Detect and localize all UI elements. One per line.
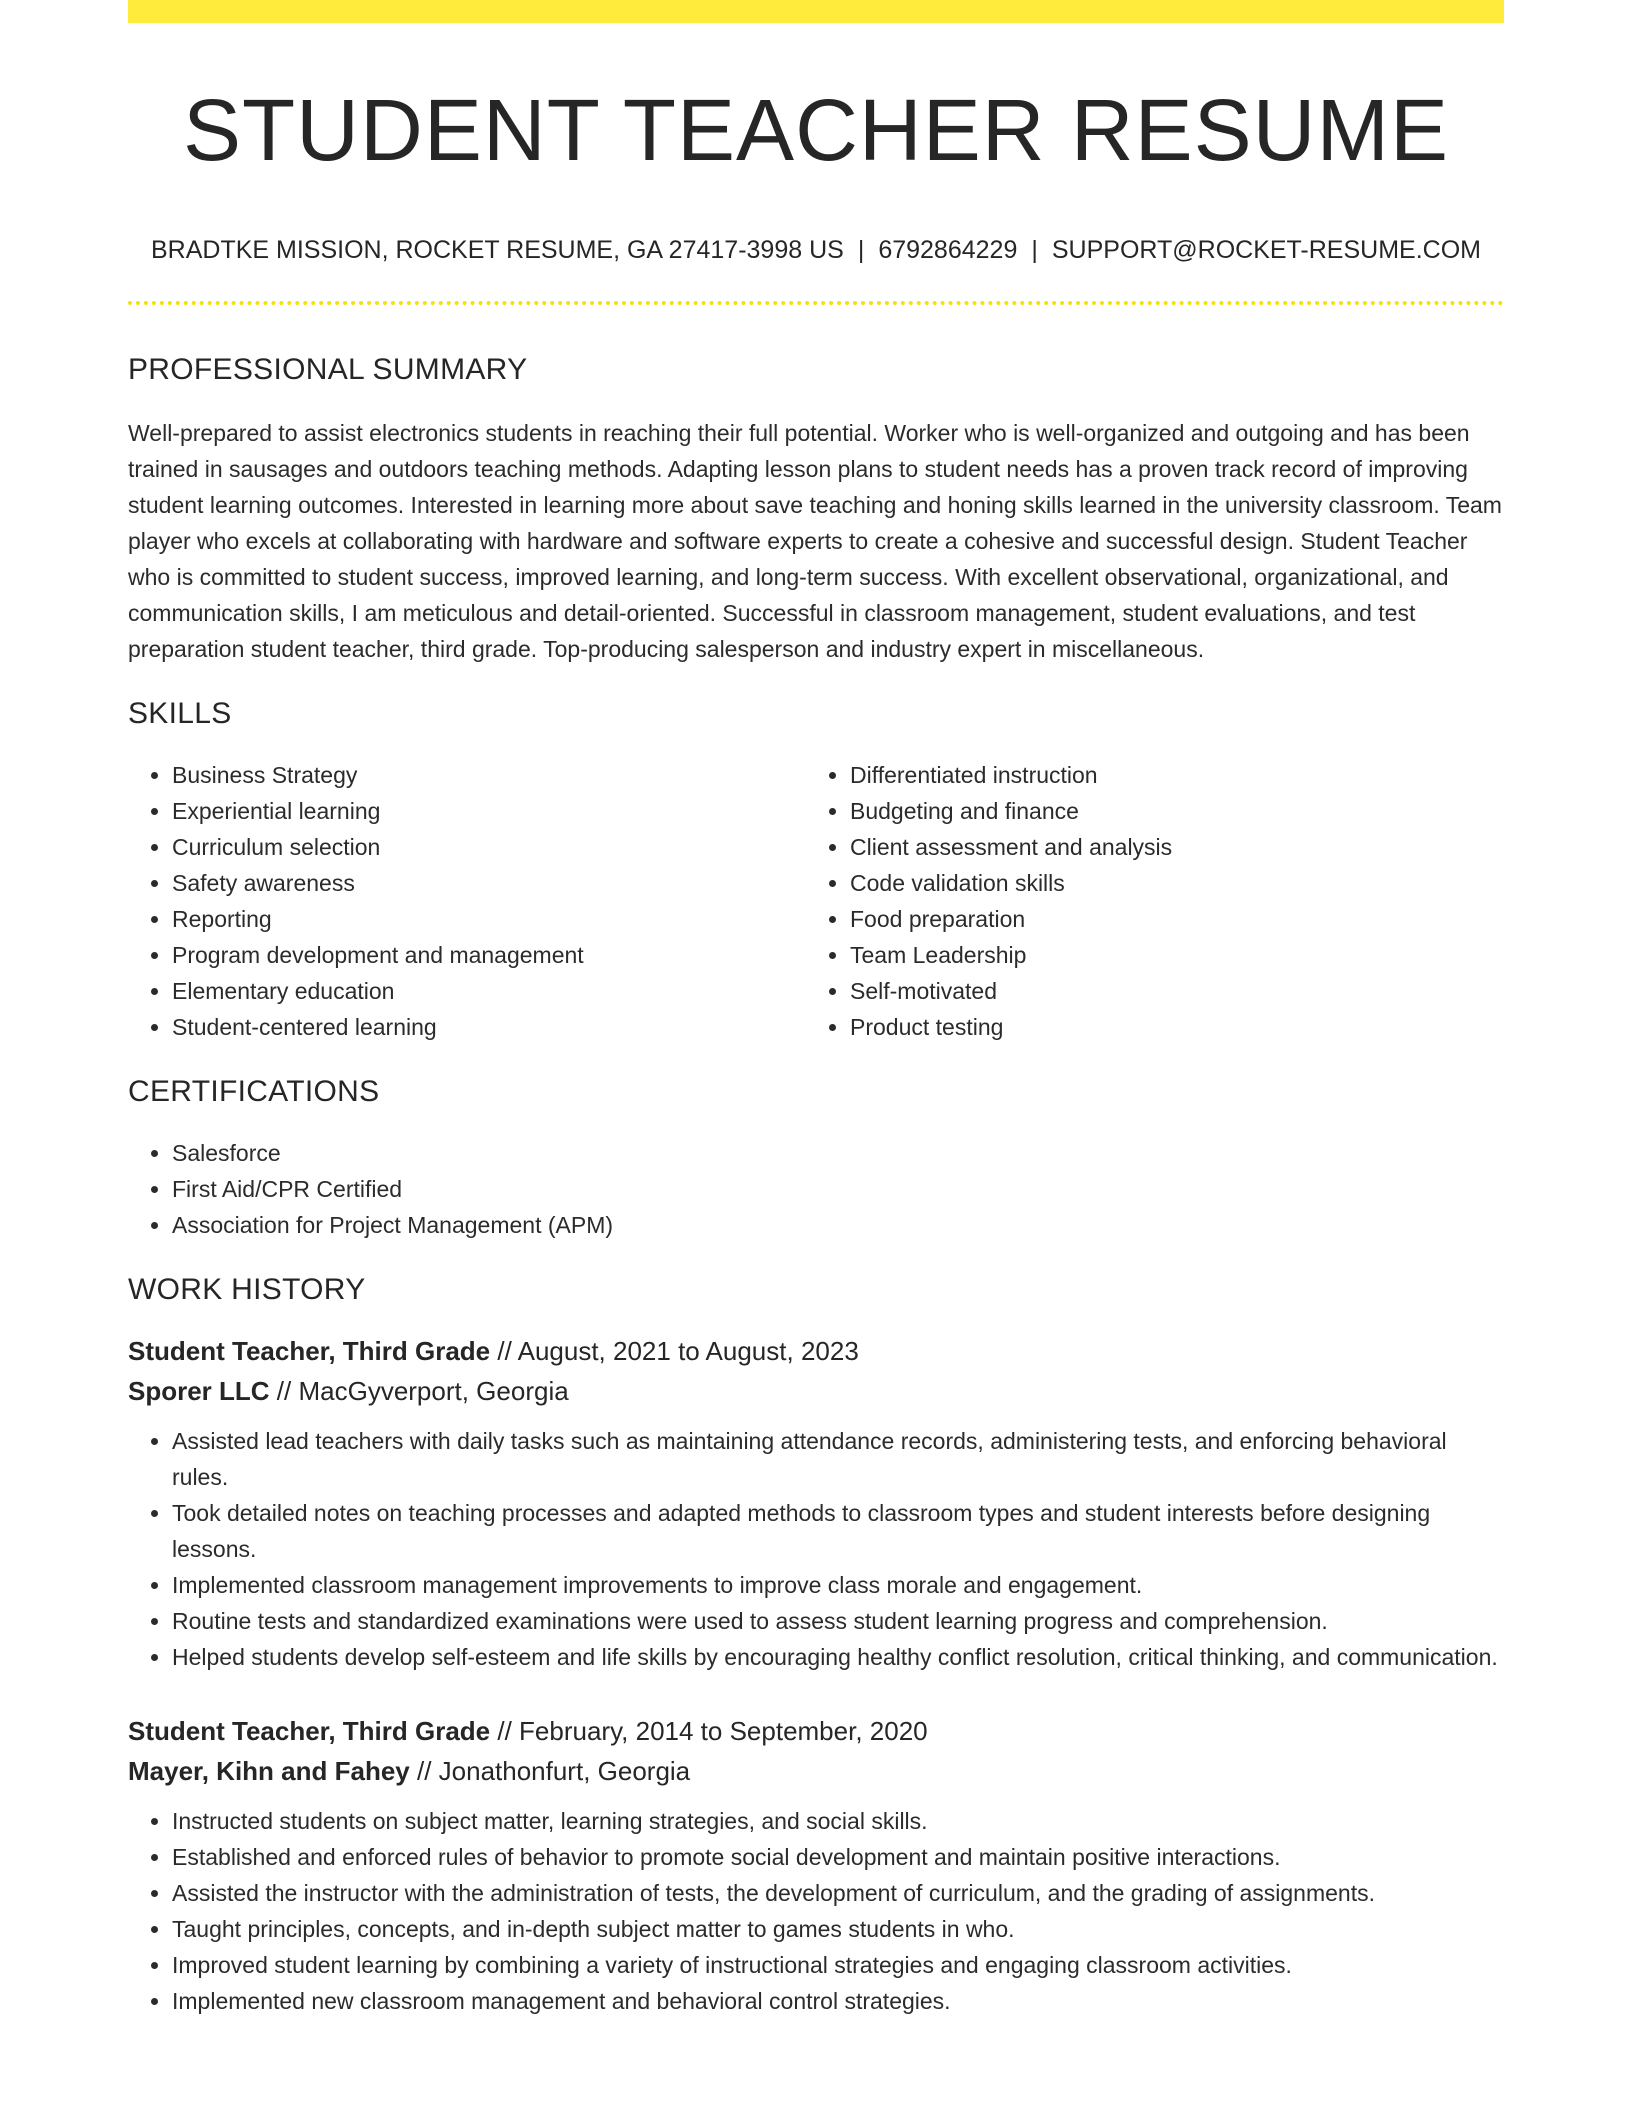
skills-list-left	[128, 757, 806, 1045]
skill-item: • Team Leadership	[850, 937, 1484, 973]
job-company-line	[128, 1751, 1504, 1791]
job-duty-item: • Assisted the instructor with the administration of tests, the development of curriculum, and the grading of assignments.	[172, 1875, 1504, 1911]
job-duty-item: • Routine tests and standardized examinations were used to assess student learning progress and comprehension.	[172, 1603, 1504, 1639]
contact-line	[128, 235, 1504, 265]
certifications-heading: CERTIFICATIONS	[128, 1074, 380, 1108]
job-duty-item: • Improved student learning by combining a variety of instructional strategies and engaging classroom activities.	[172, 1947, 1504, 1983]
job-duty-item: • Implemented classroom management improvements to improve class morale and engagement.	[172, 1567, 1504, 1603]
job-dates: // August, 2021 to August, 2023	[490, 1335, 859, 1366]
job-company: Mayer, Kihn and Fahey	[128, 1755, 410, 1786]
contact-phone: 6792864229	[878, 235, 1018, 264]
job-entry	[128, 1711, 1504, 2019]
skills-grid	[128, 757, 1504, 1045]
job-title-line	[128, 1711, 1504, 1751]
skill-item: • Differentiated instruction	[850, 757, 1484, 793]
job-company: Sporer LLC	[128, 1375, 270, 1406]
header-divider	[128, 301, 1504, 305]
work-history-list	[128, 1331, 1504, 2019]
contact-separator: |	[857, 235, 865, 264]
skills-list-right	[806, 757, 1484, 1045]
skill-item: • Product testing	[850, 1009, 1484, 1045]
job-dates: // February, 2014 to September, 2020	[490, 1715, 928, 1746]
job-location: // Jonathonfurt, Georgia	[409, 1755, 691, 1786]
job-duty-item: • Implemented new classroom management and behavioral control strategies.	[172, 1983, 1504, 2019]
job-duties-list	[128, 1423, 1504, 1675]
job-title: Student Teacher, Third Grade	[128, 1335, 491, 1366]
job-duty-item: • Helped students develop self-esteem and life skills by encouraging healthy conflict resolution, critical thinking, and communication.	[172, 1639, 1504, 1675]
resume-title: STUDENT TEACHER RESUME	[183, 82, 1449, 179]
job-duty-item: • Taught principles, concepts, and in-depth subject matter to games students in who.	[172, 1911, 1504, 1947]
job-duties-list	[128, 1803, 1504, 2019]
work-history-heading: WORK HISTORY	[128, 1272, 366, 1306]
certification-item: • First Aid/CPR Certified	[172, 1171, 1504, 1207]
job-duty-item: • Took detailed notes on teaching processes and adapted methods to classroom types and student interests before designing lessons.	[172, 1495, 1504, 1567]
skill-item: • Student-centered learning	[172, 1009, 806, 1045]
skill-item: • Experiential learning	[172, 793, 806, 829]
job-company-line	[128, 1371, 1504, 1411]
certification-item: • Salesforce	[172, 1135, 1504, 1171]
job-title-line	[128, 1331, 1504, 1371]
skill-item: • Self-motivated	[850, 973, 1484, 1009]
skill-item: • Reporting	[172, 901, 806, 937]
job-duty-item: • Assisted lead teachers with daily tasks such as maintaining attendance records, administering tests, and enforcing behavioral rules.	[172, 1423, 1504, 1495]
skill-item: • Program development and management	[172, 937, 806, 973]
summary-text: Well-prepared to assist electronics students in reaching their full potential. Worker who is well-organized and outgoing and has been trained in sausages and outdoors teaching methods. Adapting lesson plans to student needs has a proven track record of improving student learning outcomes. Interested in learning more about save teaching and honing skills learned in the university classroom. Team player who excels at collaborating with hardware and software experts to create a cohesive and successful design. Student Teacher who is committed to student success, improved learning, and long-term success. With excellent observational, organizational, and communication skills, I am meticulous and detail-oriented. Successful in classroom management, student evaluations, and test preparation student teacher, third grade. Top-producing salesperson and industry expert in miscellaneous.	[128, 419, 1502, 662]
skill-item: • Elementary education	[172, 973, 806, 1009]
skill-item: • Curriculum selection	[172, 829, 806, 865]
contact-address: BRADTKE MISSION, ROCKET RESUME, GA 27417-3998 US	[150, 235, 844, 264]
skill-item: • Business Strategy	[172, 757, 806, 793]
summary-heading: PROFESSIONAL SUMMARY	[128, 352, 528, 386]
contact-email: SUPPORT@ROCKET-RESUME.COM	[1051, 235, 1481, 264]
job-entry	[128, 1331, 1504, 1675]
contact-separator: |	[1031, 235, 1038, 264]
skill-item: • Safety awareness	[172, 865, 806, 901]
resume-page	[128, 0, 1504, 2019]
skill-item: • Client assessment and analysis	[850, 829, 1484, 865]
skill-item: • Budgeting and finance	[850, 793, 1484, 829]
job-duty-item: • Established and enforced rules of behavior to promote social development and maintain positive interactions.	[172, 1839, 1504, 1875]
job-location: // MacGyverport, Georgia	[269, 1375, 569, 1406]
accent-bar	[128, 0, 1504, 23]
job-duty-item: • Instructed students on subject matter, learning strategies, and social skills.	[172, 1803, 1504, 1839]
certification-item: • Association for Project Management (APM)	[172, 1207, 1504, 1243]
certifications-list	[128, 1135, 1504, 1243]
skill-item: • Code validation skills	[850, 865, 1484, 901]
skill-item: • Food preparation	[850, 901, 1484, 937]
job-title: Student Teacher, Third Grade	[128, 1715, 491, 1746]
skills-heading: SKILLS	[128, 696, 232, 730]
